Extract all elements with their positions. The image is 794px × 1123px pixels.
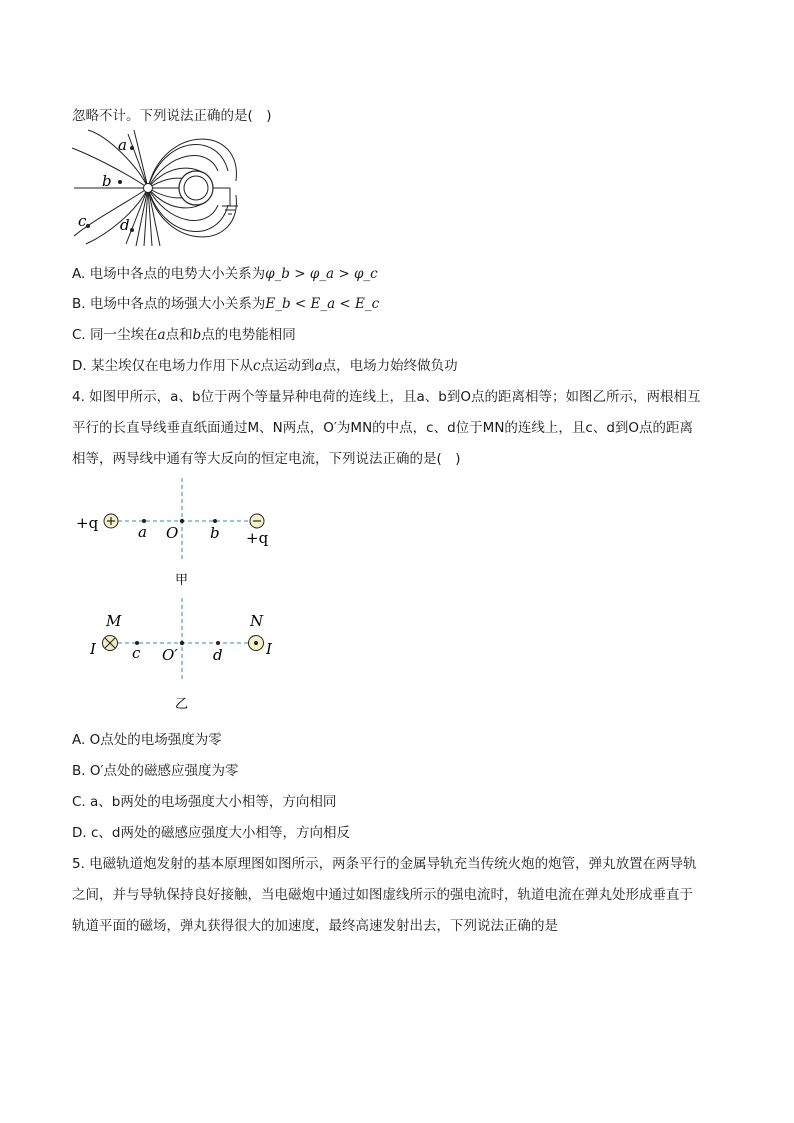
q4-option-a: A. O点处的电场强度为零 (72, 732, 222, 748)
yi-point-d: d (213, 646, 223, 664)
q4-stem-line-2: 平行的长直导线垂直纸面通过M、N两点，O′为MN的中点，c、d位于MN的连线上，且c、d到O点的距离 (72, 420, 694, 436)
q5-stem-line-3: 轨道平面的磁场，弹丸获得很大的加速度，最终高速发射出去，下列说法正确的是 (72, 918, 558, 934)
left-charge-label: +q (76, 514, 99, 532)
figure-yi (70, 598, 290, 713)
point-label-c: c (78, 212, 87, 230)
q3-option-c: C. 同一尘埃在a点和b点的电势能相同 (72, 327, 296, 343)
q4-option-d: D. c、d两处的磁感应强度大小相等，方向相反 (72, 825, 350, 841)
jia-point-o: O (166, 524, 179, 542)
point-label-d: d (120, 216, 130, 234)
field-line-figure (68, 126, 248, 250)
q4-option-c: C. a、b两处的电场强度大小相等，方向相同 (72, 794, 337, 810)
q5-stem-line-2: 之间，并与导轨保持良好接触，当电磁炮中通过如图虚线所示的强电流时，轨道电流在弹丸处形成垂直于 (72, 887, 693, 903)
point-label-b: b (102, 172, 112, 190)
figure-jia (70, 478, 290, 590)
yi-label-m: M (106, 612, 122, 630)
q3-option-d: D. 某尘埃仅在电场力作用下从c点运动到a点，电场力始终做负功 (72, 358, 458, 374)
right-charge-label: +q (246, 529, 269, 547)
q4-stem-line-3: 相等，两导线中通有等大反向的恒定电流，下列说法正确的是( ) (72, 451, 461, 467)
q3-stem-tail: 忽略不计。下列说法正确的是( ) (72, 108, 272, 124)
figure-jia-caption: 甲 (175, 573, 189, 588)
q4-stem-line-1: 4. 如图甲所示，a、b位于两个等量异种电荷的连线上，且a、b到O点的距离相等；如图乙所示，两根相互 (72, 389, 701, 405)
jia-point-b: b (210, 524, 220, 542)
yi-current-right: I (266, 640, 272, 658)
point-label-a: a (118, 136, 127, 154)
yi-label-n: N (250, 612, 264, 630)
yi-point-c: c (132, 644, 141, 662)
yi-current-left: I (90, 640, 96, 658)
figure-yi-caption: 乙 (175, 697, 189, 712)
yi-point-o: O′ (162, 646, 178, 664)
q5-stem-line-1: 5. 电磁轨道炮发射的基本原理图如图所示，两条平行的金属导轨充当传统火炮的炮管，弹丸放置在两导轨 (72, 856, 697, 872)
q3-option-a: A. 电场中各点的电势大小关系为φ_b > φ_a > φ_c (72, 266, 378, 282)
q3-option-b: B. 电场中各点的场强大小关系为E_b < E_a < E_c (72, 296, 380, 312)
q4-option-b: B. O′点处的磁感应强度为零 (72, 763, 239, 779)
jia-point-a: a (138, 523, 147, 541)
